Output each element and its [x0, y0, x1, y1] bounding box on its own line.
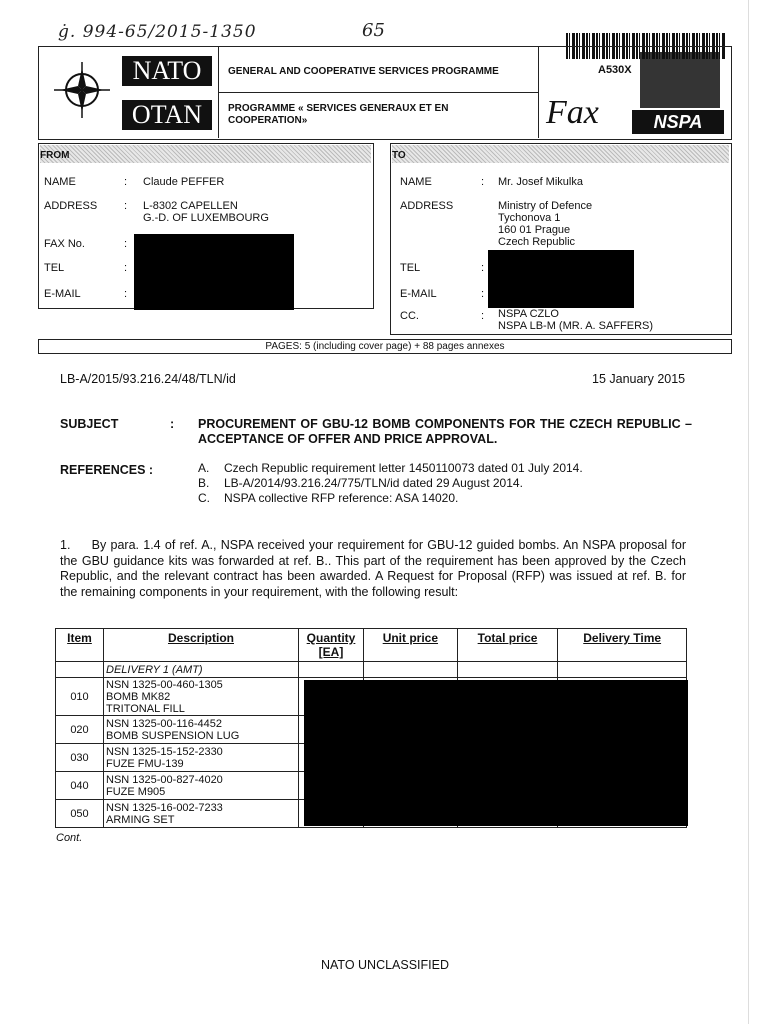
classification-footer: NATO UNCLASSIFIED — [320, 958, 450, 972]
document-date: 15 January 2015 — [592, 372, 686, 386]
handwritten-page-mark: 65 — [362, 20, 385, 41]
to-address-line: Ministry of Defence — [498, 200, 593, 212]
table-row: 040 NSN 1325-00-827-4020 FUZE M905 — [56, 772, 687, 800]
table-row: 010 NSN 1325-00-460-1305 BOMB MK82 TRITONAL FILL — [56, 678, 687, 716]
reference-item: C. NSPA collective RFP reference: ASA 14020. — [198, 491, 459, 505]
delivery-label: DELIVERY 1 (AMT) — [104, 662, 299, 678]
column-header: Description — [104, 629, 299, 662]
references-list — [198, 461, 583, 506]
to-address-line: 160 01 Prague — [498, 224, 571, 236]
from-label: FROM — [40, 150, 70, 161]
to-address-line: Czech Republic — [498, 236, 576, 248]
fax-id: A530X — [598, 64, 632, 76]
to-email-label: E-MAIL — [400, 288, 437, 300]
reference-item: A. Czech Republic requirement letter 1450110073 dated 01 July 2014. — [198, 461, 583, 475]
table-row: 020 NSN 1325-00-116-4452 BOMB SUSPENSION LUG — [56, 716, 687, 744]
to-address-label: ADDRESS — [400, 200, 454, 212]
from-tel-label: TEL — [44, 262, 65, 274]
from-name-label: NAME — [44, 176, 76, 188]
delivery-row — [56, 662, 687, 678]
column-header: Unit price — [364, 629, 458, 662]
column-header: Delivery Time — [558, 629, 687, 662]
redaction-block — [134, 234, 294, 310]
otan-wordmark: OTAN — [122, 100, 212, 130]
to-name: Mr. Josef Mikulka — [498, 176, 583, 188]
handwritten-reference-note: ġ. 994-65/2015-1350 — [58, 22, 257, 42]
references-label: REFERENCES : — [60, 463, 154, 477]
programme-title-fr: PROGRAMME « SERVICES GENERAUX ET EN COOPERATION» — [228, 103, 449, 126]
redaction-block — [304, 680, 688, 826]
fax-title: Fax — [546, 94, 599, 131]
column-header: Quantity [EA] — [299, 629, 364, 662]
nato-wordmark: NATO — [122, 56, 212, 86]
column-header: Item — [56, 629, 104, 662]
table-row: 050 NSN 1325-16-002-7233 ARMING SET — [56, 800, 687, 828]
from-address-line: G.-D. OF LUXEMBOURG — [143, 212, 269, 224]
subject-text: PROCUREMENT OF GBU-12 BOMB COMPONENTS FOR THE CZECH REPUBLIC – ACCEPTANCE OF OFFER AND PRICE APPROVAL. — [198, 417, 692, 446]
to-address-line: Tychonova 1 — [498, 212, 561, 224]
subject-label: SUBJECT — [60, 417, 119, 431]
nspa-logo: NSPA — [632, 110, 724, 134]
redaction-block — [488, 250, 634, 308]
from-address-line: L-8302 CAPELLEN — [143, 200, 238, 212]
nspa-star-graphic — [640, 52, 720, 108]
to-tel-label: TEL — [400, 262, 421, 274]
from-fax-label: FAX No. — [44, 238, 85, 250]
from-name: Claude PEFFER — [143, 176, 225, 188]
from-email-label: E-MAIL — [44, 288, 81, 300]
column-header: Total price — [457, 629, 558, 662]
to-cc-label: CC. — [400, 310, 419, 322]
table-header-row — [56, 629, 687, 662]
continued-note: Cont. — [56, 832, 83, 844]
programme-title-en: GENERAL AND COOPERATIVE SERVICES PROGRAMME — [228, 66, 499, 77]
to-name-label: NAME — [400, 176, 432, 188]
from-address-label: ADDRESS — [44, 200, 98, 212]
table-row: 030 NSN 1325-15-152-2330 FUZE FMU-139 — [56, 744, 687, 772]
paragraph-1: 1. By para. 1.4 of ref. A., NSPA received your requirement for GBU-12 guided bombs. An NSPA proposal for the GBU guidance kits was forwarded at ref. B.. This part of the requirement has been approved by the Czech Republic, and the relevant contract has been awarded. A Request for Proposal (RFP) was issued at ref. B. for the remaining components in your requirement, with the following result: — [60, 538, 690, 599]
to-label: TO — [392, 150, 406, 161]
to-cc-line: NSPA LB-M (MR. A. SAFFERS) — [498, 320, 654, 332]
pages-count: PAGES: 5 (including cover page) + 88 pages annexes — [38, 339, 732, 354]
reference-number: LB-A/2015/93.216.24/48/TLN/id — [60, 372, 236, 386]
reference-item: B. LB-A/2014/93.216.24/775/TLN/id dated 29 August 2014. — [198, 476, 523, 490]
nato-compass-icon — [52, 60, 112, 120]
to-cc-line: NSPA CZLO — [498, 308, 559, 320]
